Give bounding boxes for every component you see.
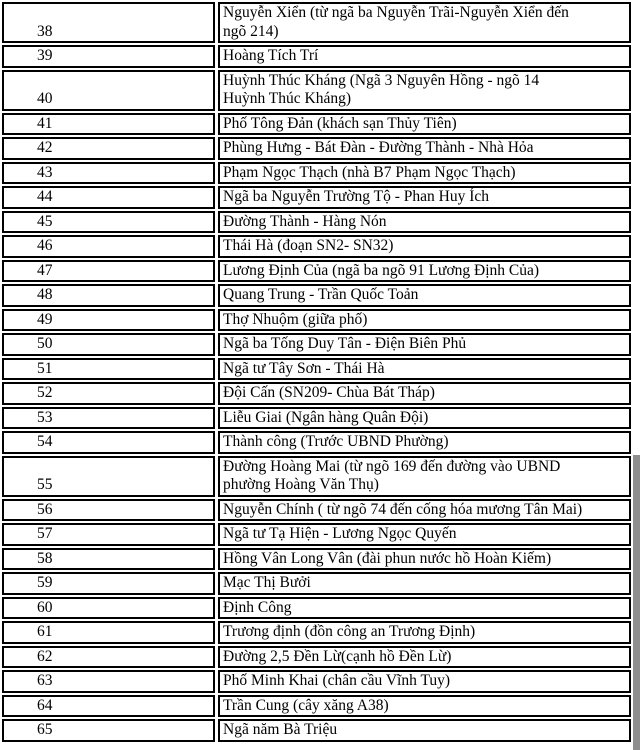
row-number-cell <box>2 284 215 307</box>
table-row <box>2 186 631 209</box>
row-number: 45 <box>37 212 53 230</box>
location-text-line: Mạc Thị Bưởi <box>223 574 311 591</box>
location-text-line: Đường Hoàng Mai (từ ngõ 169 đến đường vào UBND <box>223 457 561 475</box>
row-number: 49 <box>37 310 53 328</box>
row-number: 40 <box>37 90 53 107</box>
location-text-line: Phùng Hưng - Bát Đàn - Đường Thành - Nhà Hỏa <box>223 139 534 156</box>
row-number-cell <box>2 137 215 160</box>
table-row <box>2 333 631 356</box>
table-row <box>2 456 631 497</box>
row-number-cell <box>2 523 215 546</box>
table-row <box>2 695 631 718</box>
row-number-cell <box>2 621 215 644</box>
location-text-line: Hoàng Tích Trí <box>223 47 319 64</box>
table-row <box>2 431 631 454</box>
table-row <box>2 2 631 43</box>
row-number: 38 <box>37 22 53 40</box>
location-text-line: Huỳnh Thúc Kháng (Ngã 3 Nguyên Hồng - ngõ 14 <box>223 71 540 89</box>
location-cell <box>218 456 631 497</box>
row-number: 60 <box>37 598 53 616</box>
row-number: 39 <box>37 47 53 64</box>
location-text-line: Đội Cấn (SN209- Chùa Bát Tháp) <box>223 384 435 401</box>
table-row <box>2 719 631 742</box>
row-number: 42 <box>37 139 53 156</box>
location-cell <box>218 621 631 644</box>
row-number: 47 <box>37 261 53 279</box>
row-number: 46 <box>37 237 53 254</box>
location-text-line: Định Công <box>223 598 292 616</box>
location-text-line: Liễu Giai (Ngân hàng Quân Đội) <box>223 408 429 426</box>
row-number-cell <box>2 646 215 669</box>
location-cell <box>218 2 631 43</box>
location-cell <box>218 211 631 234</box>
location-text-line: Huỳnh Thúc Kháng) <box>223 90 351 107</box>
location-cell <box>218 499 631 522</box>
table-row <box>2 499 631 522</box>
table-row <box>2 382 631 405</box>
location-text-line: Trần Cung (cây xăng A38) <box>223 696 389 714</box>
table-row <box>2 211 631 234</box>
row-number: 61 <box>37 623 53 640</box>
row-number: 59 <box>37 574 53 591</box>
table-row <box>2 670 631 693</box>
row-number: 55 <box>37 476 53 493</box>
location-text-line: Quang Trung - Trần Quốc Toản <box>223 286 419 303</box>
location-text-line: Ngã ba Tống Duy Tân - Điện Biên Phủ <box>223 335 467 352</box>
location-cell <box>218 548 631 571</box>
row-number-cell <box>2 70 215 111</box>
location-cell <box>218 523 631 546</box>
location-text-line: Nguyễn Xiển (từ ngã ba Nguyễn Trãi-Nguyễn Xiển đến <box>223 4 569 21</box>
location-text-line: Đường Thành - Hàng Nón <box>223 212 387 230</box>
location-cell <box>218 70 631 111</box>
row-number: 48 <box>37 286 53 303</box>
row-number-cell <box>2 309 215 332</box>
location-cell <box>218 719 631 742</box>
row-number: 57 <box>37 525 53 542</box>
row-number: 63 <box>37 672 53 689</box>
location-cell <box>218 333 631 356</box>
table-row <box>2 162 631 185</box>
row-number: 51 <box>37 359 53 377</box>
table-row <box>2 137 631 160</box>
table-row <box>2 260 631 283</box>
row-number: 50 <box>37 335 53 352</box>
row-number: 52 <box>37 384 53 401</box>
location-cell <box>218 45 631 68</box>
row-number: 44 <box>37 188 53 205</box>
row-number-cell <box>2 499 215 522</box>
table-row <box>2 523 631 546</box>
location-text-line: Ngã tư Tạ Hiện - Lương Ngọc Quyến <box>223 525 457 542</box>
table-row <box>2 597 631 620</box>
location-cell <box>218 382 631 405</box>
location-cell <box>218 407 631 430</box>
location-text-line: Nguyễn Chính ( từ ngõ 74 đến cống hóa mương Tân Mai) <box>223 500 583 518</box>
row-number-cell <box>2 695 215 718</box>
row-number: 53 <box>37 408 53 426</box>
location-cell <box>218 670 631 693</box>
row-number: 41 <box>37 114 53 132</box>
location-cell <box>218 358 631 381</box>
table-row <box>2 407 631 430</box>
location-cell <box>218 162 631 185</box>
location-cell <box>218 137 631 160</box>
row-number-cell <box>2 113 215 136</box>
table-row <box>2 309 631 332</box>
row-number-cell <box>2 719 215 742</box>
location-cell <box>218 695 631 718</box>
location-cell <box>218 186 631 209</box>
location-cell <box>218 235 631 258</box>
row-number: 62 <box>37 647 53 665</box>
location-text-line: Lương Định Của (ngã ba ngõ 91 Lương Định Của) <box>223 261 540 279</box>
table-row <box>2 284 631 307</box>
location-cell <box>218 284 631 307</box>
row-number-cell <box>2 358 215 381</box>
location-cell <box>218 572 631 595</box>
row-number-cell <box>2 407 215 430</box>
row-number-cell <box>2 572 215 595</box>
location-cell <box>218 431 631 454</box>
location-text-line: Phố Minh Khai (chân cầu Vĩnh Tuy) <box>223 672 451 689</box>
location-cell <box>218 597 631 620</box>
row-number-cell <box>2 670 215 693</box>
table-row <box>2 113 631 136</box>
location-text-line: Đường 2,5 Đền Lừ(cạnh hồ Đền Lừ) <box>223 647 452 665</box>
row-number-cell <box>2 548 215 571</box>
row-number-cell <box>2 162 215 185</box>
location-text-line: Thành công (Trước UBND Phường) <box>223 433 449 450</box>
location-text-line: Ngã ba Nguyễn Trường Tộ - Phan Huy Ích <box>223 188 490 205</box>
table-row <box>2 621 631 644</box>
location-text-line: Ngã tư Tây Sơn - Thái Hà <box>223 359 385 377</box>
location-text-line: ngõ 214) <box>223 22 279 40</box>
row-number-cell <box>2 382 215 405</box>
location-cell <box>218 260 631 283</box>
row-number-cell <box>2 333 215 356</box>
table-row <box>2 70 631 111</box>
location-text-line: Thái Hà (đoạn SN2- SN32) <box>223 237 394 254</box>
location-text-line: Ngã năm Bà Triệu <box>223 721 338 738</box>
location-text-line: phường Hoàng Văn Thụ) <box>223 476 379 493</box>
location-text-line: Phố Tông Đản (khách sạn Thủy Tiên) <box>223 114 457 132</box>
location-text-line: Hồng Vân Long Vân (đài phun nước hồ Hoàn Kiếm) <box>223 549 552 567</box>
row-number-cell <box>2 2 215 43</box>
row-number-cell <box>2 597 215 620</box>
table-row <box>2 358 631 381</box>
locations-table <box>2 2 631 742</box>
row-number-cell <box>2 456 215 497</box>
location-text-line: Trương định (đồn công an Trương Định) <box>223 623 476 640</box>
location-cell <box>218 309 631 332</box>
location-text-line: Thợ Nhuộm (giữa phố) <box>223 310 368 328</box>
row-number-cell <box>2 186 215 209</box>
row-number-cell <box>2 431 215 454</box>
table-row <box>2 235 631 258</box>
table-row <box>2 646 631 669</box>
row-number: 54 <box>37 433 53 450</box>
location-cell <box>218 113 631 136</box>
row-number-cell <box>2 260 215 283</box>
row-number-cell <box>2 45 215 68</box>
row-number: 58 <box>37 549 53 567</box>
row-number-cell <box>2 211 215 234</box>
table-row <box>2 548 631 571</box>
scrollbar-thumb[interactable] <box>633 455 640 750</box>
row-number-cell <box>2 235 215 258</box>
table-row <box>2 45 631 68</box>
row-number: 65 <box>37 721 53 738</box>
table-row <box>2 572 631 595</box>
row-number: 64 <box>37 696 53 714</box>
row-number: 56 <box>37 500 53 518</box>
location-cell <box>218 646 631 669</box>
location-text-line: Phạm Ngọc Thạch (nhà B7 Phạm Ngọc Thạch) <box>223 163 516 181</box>
row-number: 43 <box>37 163 53 181</box>
